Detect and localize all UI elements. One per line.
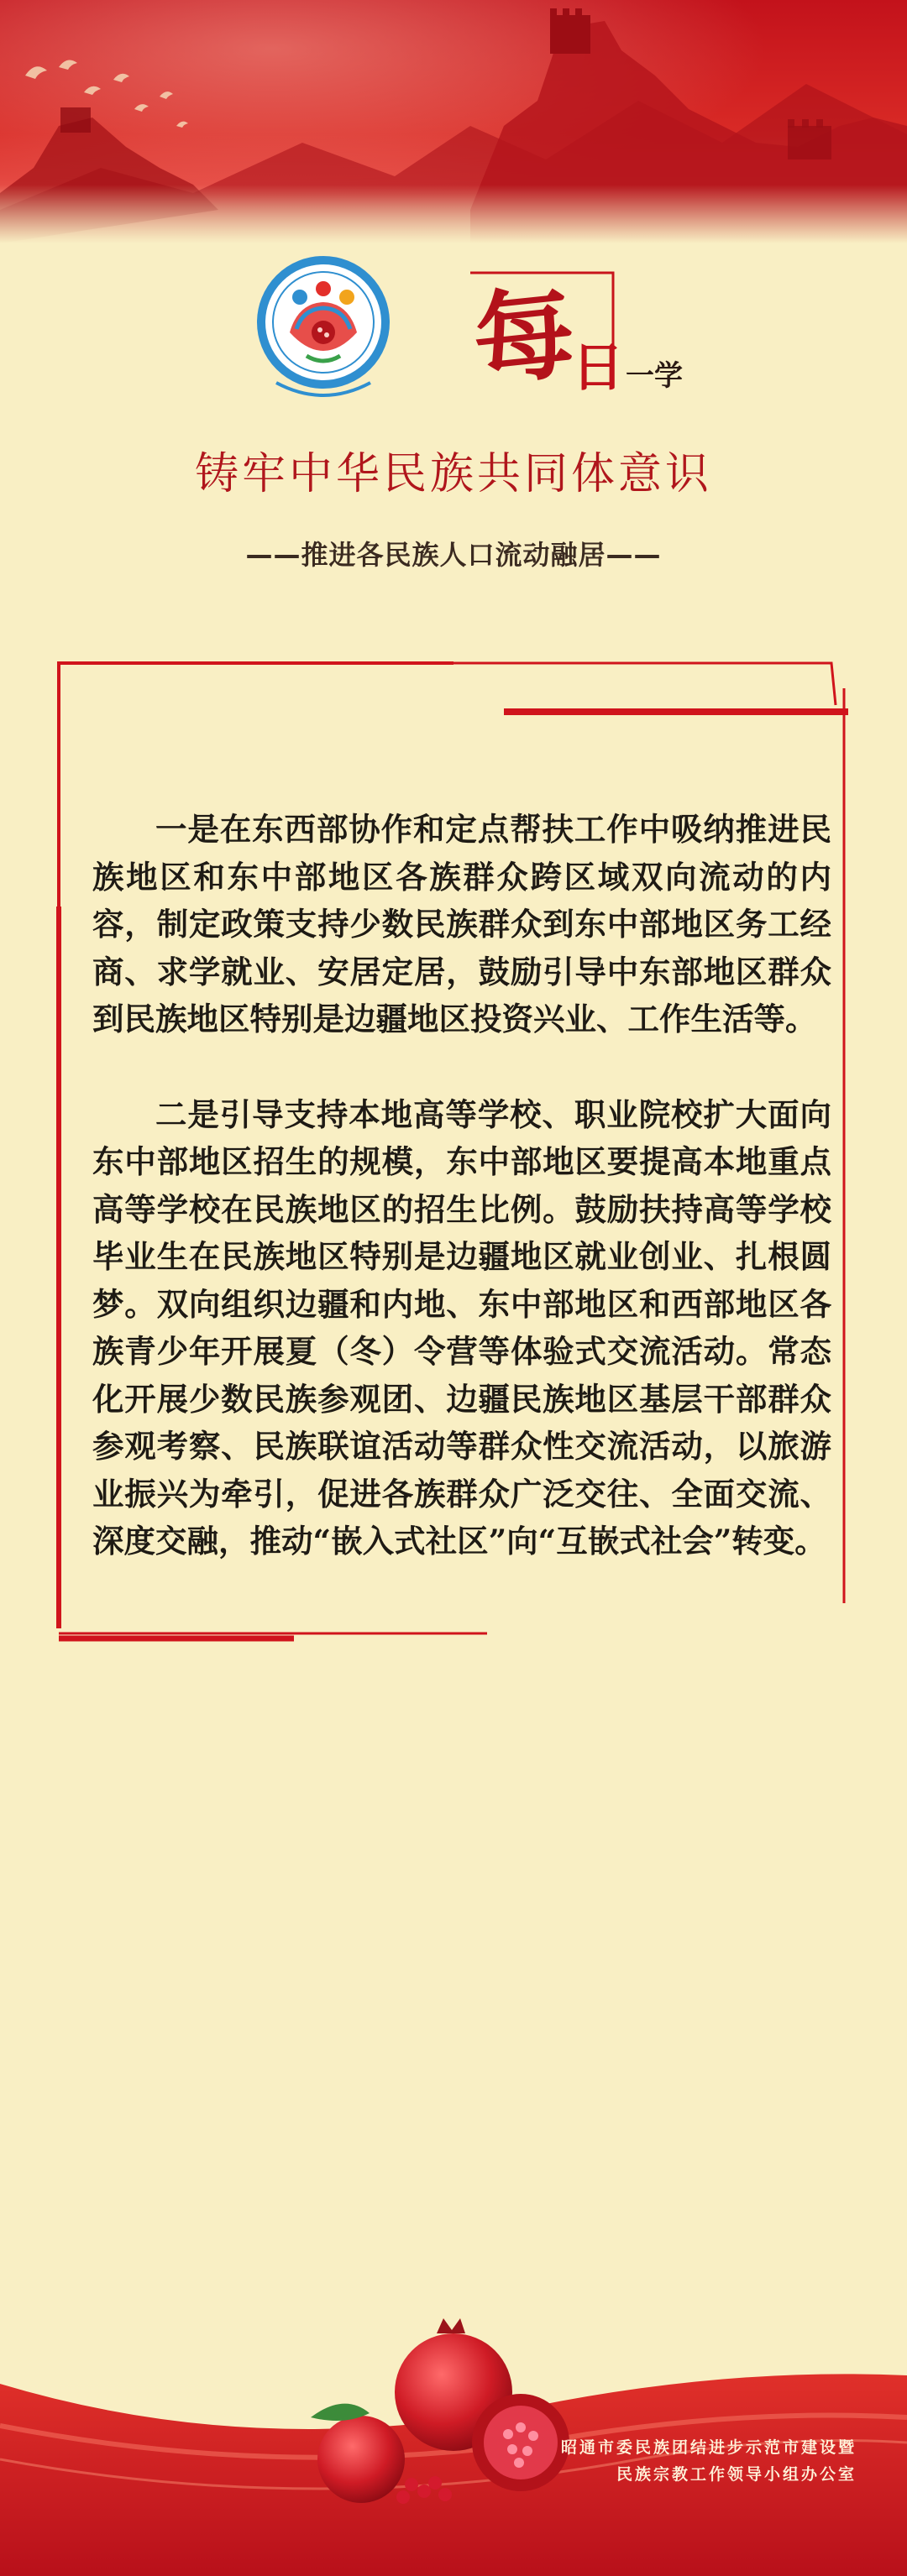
city-logo (256, 248, 391, 408)
footer-organization (386, 2434, 857, 2488)
article-body (92, 806, 831, 1613)
paragraph-2: 二是引导支持本地高等学校、职业院校扩大面向东中部地区招生的规模，东中部地区要提高本地重点高等学校在民族地区的招生比例。鼓励扶持高等学校毕业生在民族地区特别是边疆地区就业创业、扎根圆梦。双向组织边疆和内地、东中部地区和西部地区各族青少年开展夏（冬）令营等体验式交流活动。常态化开展少数民族参观团、边疆民族地区基层干部群众参观考察、民族联谊活动等群众性交流活动，以旅游业振兴为牵引，促进各族群众广泛交往、全面交流、深度交融，推动“嵌入式社区”向“互嵌式社会”转变。 (92, 1095, 831, 1560)
footer-line-2: 民族宗教工作领导小组办公室 (616, 2465, 857, 2484)
daily-char-tail: 一学 (626, 359, 683, 393)
top-banner (0, 0, 907, 243)
daily-study-badge (458, 260, 710, 411)
daily-char-small: 日 (572, 337, 625, 398)
peace-doves-icon (0, 34, 218, 159)
page-subtitle: ——推进各民族人口流动融居—— (245, 539, 662, 571)
pomegranate-icon (294, 2317, 596, 2518)
paragraph-1: 一是在东西部协作和定点帮扶工作中吸纳推进民族地区和东中部地区各族群众跨区域双向流动的内容，制定政策支持少数民族群众到东中部地区务工经商、求学就业、安居定居，鼓励引导中东部地区群众到民族地区特别是边疆地区投资兴业、工作生活等。 (92, 811, 831, 1037)
page-title: 铸牢中华民族共同体意识 (194, 449, 712, 499)
footer-line-1: 昭通市委民族团结进步示范市建设暨 (560, 2438, 857, 2457)
city-logo-icon (256, 248, 391, 408)
daily-char-large: 每 (467, 273, 581, 401)
